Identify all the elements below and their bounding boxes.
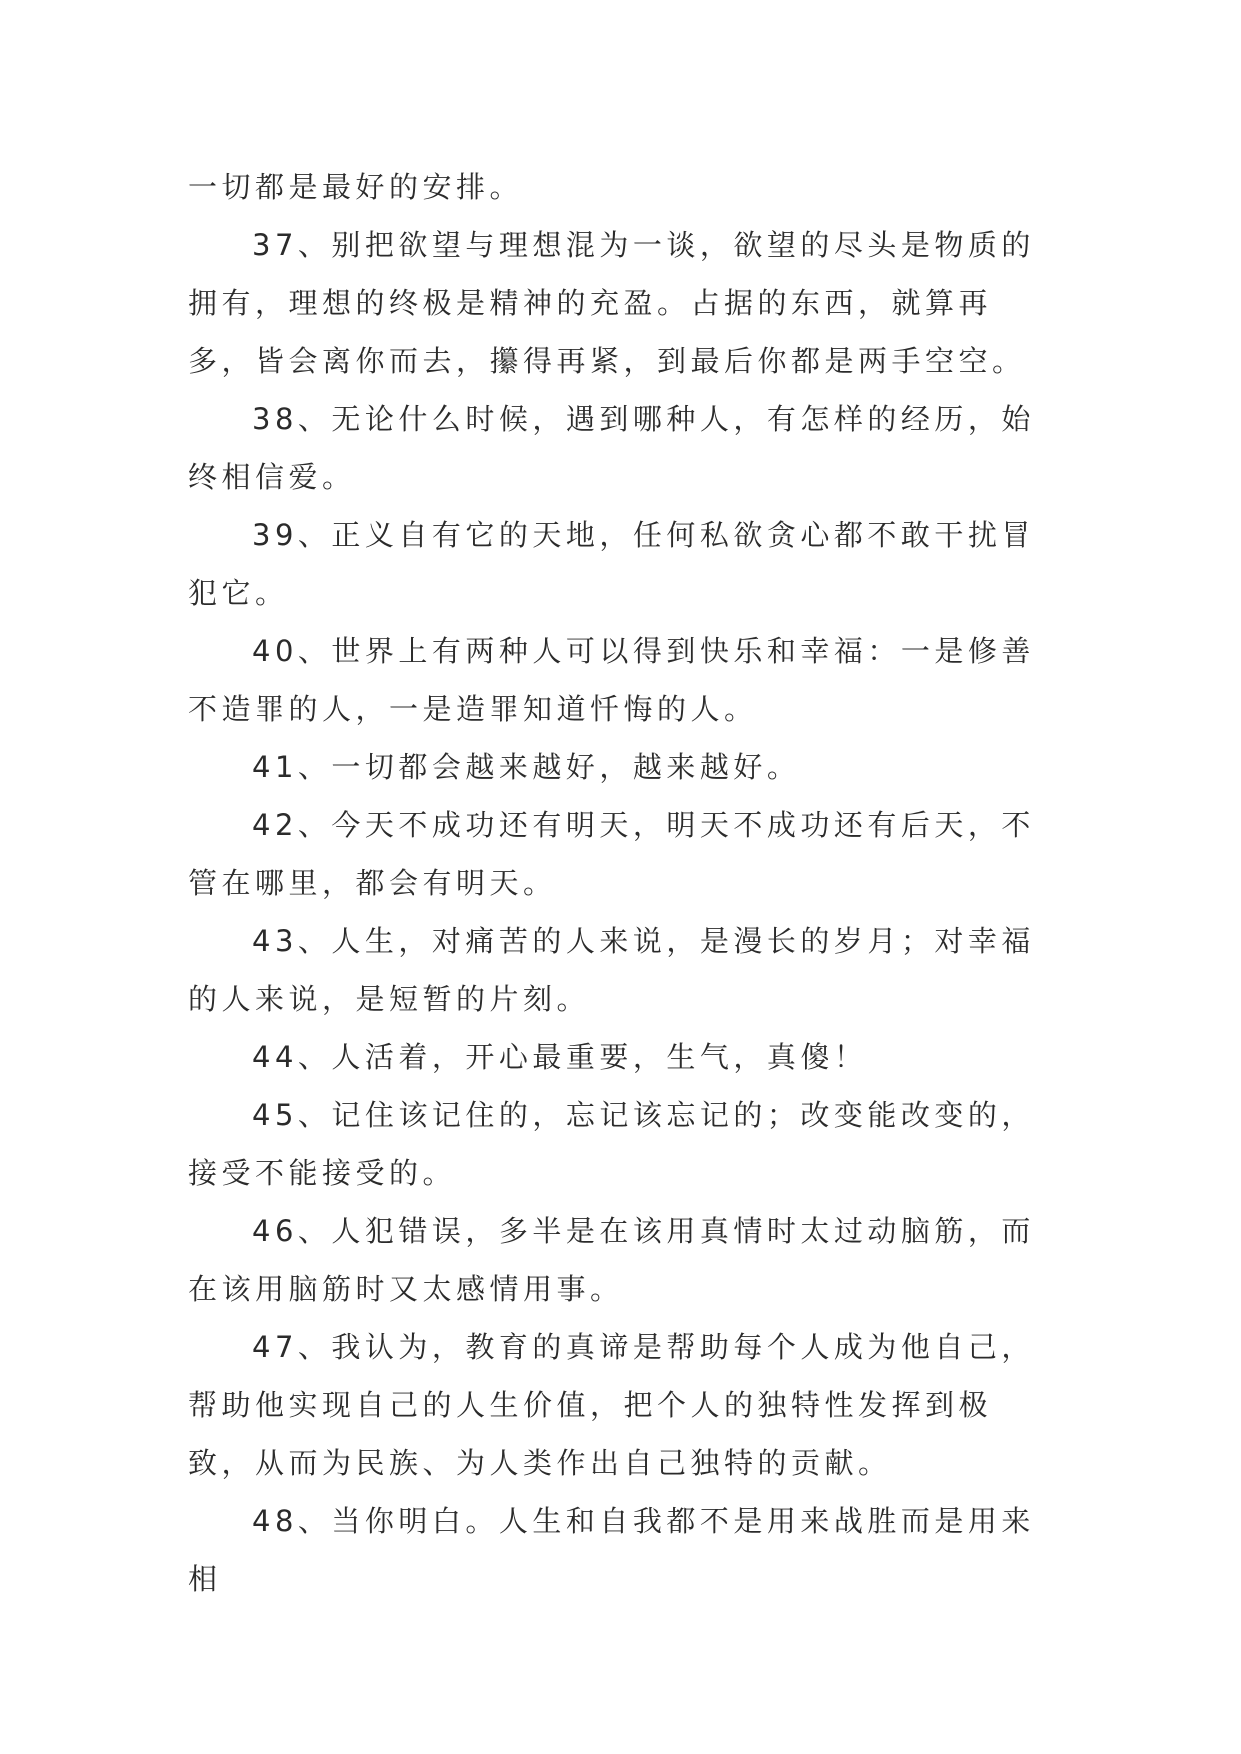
paragraph-continuation: 一切都是最好的安排。 [188,170,524,204]
paragraph-39: 39、正义自有它的天地，任何私欲贪心都不敢干扰冒犯它。 [188,518,1035,610]
paragraph-40: 40、世界上有两种人可以得到快乐和幸福：一是修善不造罪的人，一是造罪知道忏悔的人。 [188,634,1035,726]
paragraph-47: 47、我认为，教育的真谛是帮助每个人成为他自己，帮助他实现自己的人生价值，把个人的独特性发挥到极致，从而为民族、为人类作出自己独特的贡献。 [188,1330,1035,1480]
paragraph-37: 37、别把欲望与理想混为一谈，欲望的尽头是物质的拥有，理想的终极是精神的充盈。占据的东西，就算再多，皆会离你而去，攥得再紧，到最后你都是两手空空。 [188,228,1035,378]
paragraph-45: 45、记住该记住的，忘记该忘记的；改变能改变的，接受不能接受的。 [188,1098,1035,1190]
paragraph-42: 42、今天不成功还有明天，明天不成功还有后天，不管在哪里，都会有明天。 [188,808,1035,900]
paragraph-38: 38、无论什么时候，遇到哪种人，有怎样的经历，始终相信爱。 [188,402,1035,494]
paragraph-46: 46、人犯错误，多半是在该用真情时太过动脑筋，而在该用脑筋时又太感情用事。 [188,1214,1035,1306]
paragraph-48: 48、当你明白。人生和自我都不是用来战胜而是用来相 [188,1504,1035,1596]
paragraph-43: 43、人生，对痛苦的人来说，是漫长的岁月；对幸福的人来说，是短暂的片刻。 [188,924,1035,1016]
document-body [188,158,1058,1608]
paragraph-44: 44、人活着，开心最重要，生气，真傻！ [252,1040,868,1074]
paragraph-41: 41、一切都会越来越好，越来越好。 [252,750,801,784]
